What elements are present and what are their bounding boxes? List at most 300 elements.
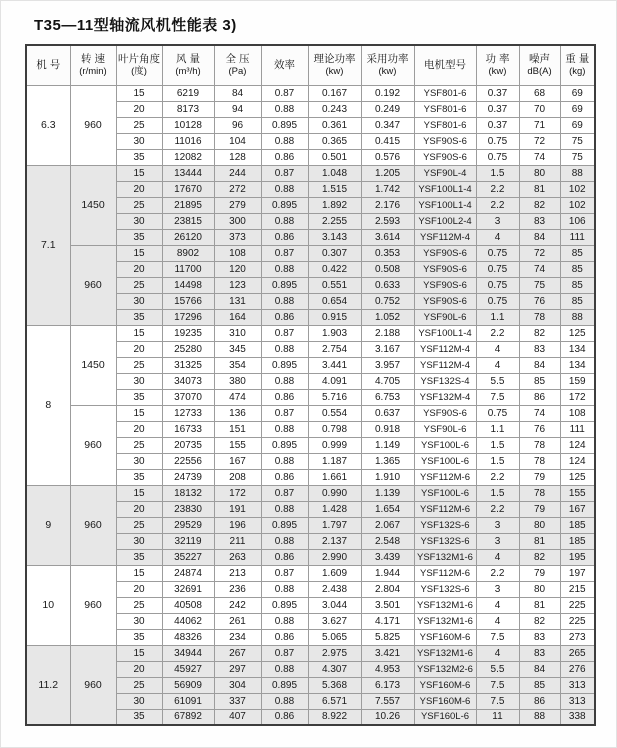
cell-total-pressure: 164 bbox=[214, 309, 261, 325]
cell-total-pressure: 474 bbox=[214, 389, 261, 405]
cell-efficiency: 0.88 bbox=[261, 453, 308, 469]
cell-theoretical-power: 0.365 bbox=[308, 133, 361, 149]
cell-noise: 88 bbox=[519, 709, 560, 725]
cell-airflow: 44062 bbox=[162, 613, 214, 629]
table-row bbox=[26, 565, 595, 581]
cell-motor-power: 0.75 bbox=[476, 293, 519, 309]
cell-weight: 185 bbox=[560, 533, 595, 549]
cell-motor-model: YSF112M-6 bbox=[414, 501, 476, 517]
cell-noise: 78 bbox=[519, 485, 560, 501]
cell-motor-power: 7.5 bbox=[476, 677, 519, 693]
cell-airflow: 13444 bbox=[162, 165, 214, 181]
cell-adopted-power: 0.637 bbox=[361, 405, 414, 421]
cell-noise: 85 bbox=[519, 677, 560, 693]
cell-airflow: 12082 bbox=[162, 149, 214, 165]
cell-weight: 85 bbox=[560, 261, 595, 277]
cell-noise: 83 bbox=[519, 645, 560, 661]
cell-weight: 102 bbox=[560, 181, 595, 197]
cell-motor-model: YSF132S-6 bbox=[414, 533, 476, 549]
cell-motor-model: YSF90L-4 bbox=[414, 165, 476, 181]
cell-airflow: 18132 bbox=[162, 485, 214, 501]
cell-blade-angle: 30 bbox=[116, 133, 162, 149]
cell-motor-model: YSF90S-6 bbox=[414, 133, 476, 149]
cell-efficiency: 0.87 bbox=[261, 565, 308, 581]
cell-noise: 84 bbox=[519, 661, 560, 677]
column-header-blade-angle: 叶片角度 (度) bbox=[116, 45, 162, 85]
cell-weight: 88 bbox=[560, 165, 595, 181]
cell-motor-model: YSF160L-6 bbox=[414, 709, 476, 725]
table-row bbox=[26, 325, 595, 341]
cell-total-pressure: 354 bbox=[214, 357, 261, 373]
cell-airflow: 19235 bbox=[162, 325, 214, 341]
cell-noise: 78 bbox=[519, 437, 560, 453]
cell-efficiency: 0.88 bbox=[261, 581, 308, 597]
cell-motor-power: 3 bbox=[476, 213, 519, 229]
cell-total-pressure: 151 bbox=[214, 421, 261, 437]
cell-total-pressure: 131 bbox=[214, 293, 261, 309]
cell-motor-model: YSF100L1-4 bbox=[414, 181, 476, 197]
cell-total-pressure: 155 bbox=[214, 437, 261, 453]
cell-motor-power: 7.5 bbox=[476, 693, 519, 709]
machine-no-cell: 9 bbox=[26, 485, 70, 565]
cell-airflow: 23830 bbox=[162, 501, 214, 517]
cell-adopted-power: 3.614 bbox=[361, 229, 414, 245]
cell-efficiency: 0.88 bbox=[261, 693, 308, 709]
cell-noise: 75 bbox=[519, 277, 560, 293]
cell-total-pressure: 120 bbox=[214, 261, 261, 277]
cell-weight: 85 bbox=[560, 277, 595, 293]
cell-adopted-power: 1.365 bbox=[361, 453, 414, 469]
cell-motor-power: 7.5 bbox=[476, 389, 519, 405]
table-row bbox=[26, 485, 595, 501]
cell-motor-model: YSF132M-4 bbox=[414, 389, 476, 405]
cell-weight: 106 bbox=[560, 213, 595, 229]
cell-blade-angle: 15 bbox=[116, 645, 162, 661]
cell-blade-angle: 25 bbox=[116, 597, 162, 613]
cell-airflow: 25280 bbox=[162, 341, 214, 357]
cell-adopted-power: 2.188 bbox=[361, 325, 414, 341]
cell-weight: 85 bbox=[560, 245, 595, 261]
cell-airflow: 34944 bbox=[162, 645, 214, 661]
cell-weight: 338 bbox=[560, 709, 595, 725]
cell-theoretical-power: 0.554 bbox=[308, 405, 361, 421]
cell-adopted-power: 1.205 bbox=[361, 165, 414, 181]
cell-motor-power: 1.1 bbox=[476, 309, 519, 325]
cell-weight: 172 bbox=[560, 389, 595, 405]
cell-motor-power: 1.5 bbox=[476, 165, 519, 181]
cell-airflow: 35227 bbox=[162, 549, 214, 565]
cell-theoretical-power: 1.661 bbox=[308, 469, 361, 485]
cell-total-pressure: 345 bbox=[214, 341, 261, 357]
cell-airflow: 15766 bbox=[162, 293, 214, 309]
cell-motor-power: 4 bbox=[476, 613, 519, 629]
cell-efficiency: 0.895 bbox=[261, 117, 308, 133]
page-title: T35—11型轴流风机性能表 3) bbox=[34, 17, 237, 34]
cell-theoretical-power: 3.441 bbox=[308, 357, 361, 373]
cell-motor-model: YSF90S-6 bbox=[414, 245, 476, 261]
cell-noise: 83 bbox=[519, 629, 560, 645]
cell-weight: 215 bbox=[560, 581, 595, 597]
cell-motor-power: 1.1 bbox=[476, 421, 519, 437]
cell-motor-power: 3 bbox=[476, 581, 519, 597]
speed-cell: 960 bbox=[70, 645, 116, 725]
table-header bbox=[26, 45, 595, 85]
cell-theoretical-power: 2.137 bbox=[308, 533, 361, 549]
cell-weight: 134 bbox=[560, 341, 595, 357]
cell-motor-power: 5.5 bbox=[476, 373, 519, 389]
cell-airflow: 67892 bbox=[162, 709, 214, 725]
cell-total-pressure: 272 bbox=[214, 181, 261, 197]
cell-theoretical-power: 5.065 bbox=[308, 629, 361, 645]
cell-weight: 69 bbox=[560, 101, 595, 117]
cell-motor-model: YSF90L-6 bbox=[414, 309, 476, 325]
speed-cell: 960 bbox=[70, 245, 116, 325]
cell-blade-angle: 35 bbox=[116, 309, 162, 325]
cell-blade-angle: 30 bbox=[116, 373, 162, 389]
cell-noise: 74 bbox=[519, 149, 560, 165]
cell-noise: 83 bbox=[519, 341, 560, 357]
speed-cell: 960 bbox=[70, 405, 116, 485]
column-unit-weight: (kg) bbox=[569, 65, 586, 77]
cell-blade-angle: 30 bbox=[116, 293, 162, 309]
cell-adopted-power: 1.139 bbox=[361, 485, 414, 501]
cell-blade-angle: 25 bbox=[116, 277, 162, 293]
cell-noise: 80 bbox=[519, 165, 560, 181]
cell-airflow: 8902 bbox=[162, 245, 214, 261]
cell-motor-power: 0.75 bbox=[476, 149, 519, 165]
cell-total-pressure: 261 bbox=[214, 613, 261, 629]
cell-noise: 78 bbox=[519, 309, 560, 325]
column-header-airflow: 风 量 (m³/h) bbox=[162, 45, 214, 85]
column-unit-motor-power: (kw) bbox=[488, 65, 507, 77]
cell-motor-model: YSF112M-6 bbox=[414, 469, 476, 485]
cell-airflow: 20735 bbox=[162, 437, 214, 453]
cell-motor-model: YSF132M1-6 bbox=[414, 645, 476, 661]
cell-theoretical-power: 2.255 bbox=[308, 213, 361, 229]
cell-adopted-power: 1.944 bbox=[361, 565, 414, 581]
cell-total-pressure: 96 bbox=[214, 117, 261, 133]
cell-blade-angle: 15 bbox=[116, 405, 162, 421]
cell-weight: 225 bbox=[560, 597, 595, 613]
column-header-motor-power: 功 率 (kw) bbox=[476, 45, 519, 85]
cell-motor-model: YSF100L1-4 bbox=[414, 197, 476, 213]
cell-adopted-power: 1.149 bbox=[361, 437, 414, 453]
cell-theoretical-power: 1.515 bbox=[308, 181, 361, 197]
cell-theoretical-power: 1.428 bbox=[308, 501, 361, 517]
cell-blade-angle: 20 bbox=[116, 181, 162, 197]
cell-motor-power: 2.2 bbox=[476, 469, 519, 485]
cell-weight: 155 bbox=[560, 485, 595, 501]
cell-blade-angle: 25 bbox=[116, 357, 162, 373]
cell-theoretical-power: 0.915 bbox=[308, 309, 361, 325]
cell-blade-angle: 25 bbox=[116, 197, 162, 213]
cell-blade-angle: 15 bbox=[116, 325, 162, 341]
speed-cell: 1450 bbox=[70, 165, 116, 245]
cell-adopted-power: 10.26 bbox=[361, 709, 414, 725]
column-header-theoretical-power: 理论功率 (kw) bbox=[308, 45, 361, 85]
cell-theoretical-power: 0.551 bbox=[308, 277, 361, 293]
cell-blade-angle: 20 bbox=[116, 421, 162, 437]
table-row bbox=[26, 405, 595, 421]
cell-motor-power: 0.37 bbox=[476, 85, 519, 101]
cell-efficiency: 0.895 bbox=[261, 357, 308, 373]
cell-noise: 71 bbox=[519, 117, 560, 133]
column-header-weight: 重 量 (kg) bbox=[560, 45, 595, 85]
cell-airflow: 37070 bbox=[162, 389, 214, 405]
cell-efficiency: 0.88 bbox=[261, 533, 308, 549]
cell-noise: 68 bbox=[519, 85, 560, 101]
cell-adopted-power: 0.576 bbox=[361, 149, 414, 165]
cell-total-pressure: 267 bbox=[214, 645, 261, 661]
cell-total-pressure: 123 bbox=[214, 277, 261, 293]
cell-adopted-power: 3.439 bbox=[361, 549, 414, 565]
cell-theoretical-power: 0.501 bbox=[308, 149, 361, 165]
cell-noise: 81 bbox=[519, 181, 560, 197]
cell-weight: 225 bbox=[560, 613, 595, 629]
cell-noise: 83 bbox=[519, 213, 560, 229]
cell-total-pressure: 373 bbox=[214, 229, 261, 245]
cell-theoretical-power: 1.797 bbox=[308, 517, 361, 533]
cell-adopted-power: 2.804 bbox=[361, 581, 414, 597]
cell-adopted-power: 2.067 bbox=[361, 517, 414, 533]
cell-theoretical-power: 0.798 bbox=[308, 421, 361, 437]
cell-motor-model: YSF160M-6 bbox=[414, 693, 476, 709]
machine-no-cell: 7.1 bbox=[26, 165, 70, 325]
cell-theoretical-power: 0.654 bbox=[308, 293, 361, 309]
cell-motor-power: 0.37 bbox=[476, 101, 519, 117]
cell-weight: 159 bbox=[560, 373, 595, 389]
cell-theoretical-power: 1.609 bbox=[308, 565, 361, 581]
cell-efficiency: 0.88 bbox=[261, 181, 308, 197]
cell-blade-angle: 15 bbox=[116, 245, 162, 261]
column-unit-airflow: (m³/h) bbox=[175, 65, 201, 77]
cell-noise: 76 bbox=[519, 421, 560, 437]
speed-cell: 960 bbox=[70, 85, 116, 165]
cell-adopted-power: 0.918 bbox=[361, 421, 414, 437]
cell-blade-angle: 35 bbox=[116, 149, 162, 165]
cell-blade-angle: 25 bbox=[116, 437, 162, 453]
cell-airflow: 40508 bbox=[162, 597, 214, 613]
cell-motor-model: YSF100L2-4 bbox=[414, 213, 476, 229]
cell-noise: 84 bbox=[519, 357, 560, 373]
cell-total-pressure: 310 bbox=[214, 325, 261, 341]
column-header-machine-no: 机 号 bbox=[26, 45, 70, 85]
machine-no-cell: 10 bbox=[26, 565, 70, 645]
cell-blade-angle: 35 bbox=[116, 229, 162, 245]
cell-total-pressure: 337 bbox=[214, 693, 261, 709]
cell-adopted-power: 0.192 bbox=[361, 85, 414, 101]
cell-adopted-power: 3.501 bbox=[361, 597, 414, 613]
cell-total-pressure: 234 bbox=[214, 629, 261, 645]
cell-efficiency: 0.88 bbox=[261, 373, 308, 389]
cell-efficiency: 0.86 bbox=[261, 629, 308, 645]
cell-efficiency: 0.86 bbox=[261, 309, 308, 325]
table-row bbox=[26, 245, 595, 261]
cell-airflow: 31325 bbox=[162, 357, 214, 373]
cell-theoretical-power: 2.438 bbox=[308, 581, 361, 597]
table-row bbox=[26, 645, 595, 661]
cell-motor-model: YSF90S-6 bbox=[414, 293, 476, 309]
cell-noise: 79 bbox=[519, 469, 560, 485]
fan-performance-table bbox=[25, 44, 596, 726]
cell-motor-model: YSF132S-4 bbox=[414, 373, 476, 389]
cell-motor-power: 4 bbox=[476, 597, 519, 613]
cell-blade-angle: 15 bbox=[116, 485, 162, 501]
cell-theoretical-power: 0.990 bbox=[308, 485, 361, 501]
cell-total-pressure: 108 bbox=[214, 245, 261, 261]
cell-adopted-power: 2.176 bbox=[361, 197, 414, 213]
cell-motor-power: 2.2 bbox=[476, 565, 519, 581]
cell-total-pressure: 297 bbox=[214, 661, 261, 677]
cell-theoretical-power: 0.422 bbox=[308, 261, 361, 277]
cell-efficiency: 0.895 bbox=[261, 517, 308, 533]
cell-efficiency: 0.87 bbox=[261, 325, 308, 341]
cell-motor-power: 2.2 bbox=[476, 325, 519, 341]
cell-adopted-power: 0.752 bbox=[361, 293, 414, 309]
cell-noise: 81 bbox=[519, 533, 560, 549]
cell-motor-power: 0.75 bbox=[476, 261, 519, 277]
cell-motor-model: YSF90S-6 bbox=[414, 261, 476, 277]
cell-blade-angle: 35 bbox=[116, 629, 162, 645]
cell-theoretical-power: 3.627 bbox=[308, 613, 361, 629]
cell-blade-angle: 20 bbox=[116, 661, 162, 677]
cell-efficiency: 0.86 bbox=[261, 229, 308, 245]
cell-adopted-power: 0.508 bbox=[361, 261, 414, 277]
column-header-adopted-power: 采用功率 (kw) bbox=[361, 45, 414, 85]
cell-airflow: 24874 bbox=[162, 565, 214, 581]
cell-blade-angle: 25 bbox=[116, 677, 162, 693]
cell-noise: 78 bbox=[519, 453, 560, 469]
cell-weight: 313 bbox=[560, 677, 595, 693]
cell-weight: 69 bbox=[560, 85, 595, 101]
cell-blade-angle: 20 bbox=[116, 341, 162, 357]
cell-efficiency: 0.87 bbox=[261, 245, 308, 261]
cell-efficiency: 0.88 bbox=[261, 613, 308, 629]
cell-blade-angle: 25 bbox=[116, 517, 162, 533]
cell-motor-power: 3 bbox=[476, 533, 519, 549]
cell-noise: 85 bbox=[519, 373, 560, 389]
cell-efficiency: 0.87 bbox=[261, 485, 308, 501]
cell-airflow: 6219 bbox=[162, 85, 214, 101]
cell-motor-power: 4 bbox=[476, 341, 519, 357]
column-header-total-pressure: 全 压 (Pa) bbox=[214, 45, 261, 85]
cell-motor-model: YSF90S-6 bbox=[414, 405, 476, 421]
cell-motor-power: 2.2 bbox=[476, 181, 519, 197]
cell-total-pressure: 84 bbox=[214, 85, 261, 101]
cell-total-pressure: 136 bbox=[214, 405, 261, 421]
cell-airflow: 17670 bbox=[162, 181, 214, 197]
cell-noise: 82 bbox=[519, 197, 560, 213]
cell-motor-power: 2.2 bbox=[476, 197, 519, 213]
cell-adopted-power: 0.415 bbox=[361, 133, 414, 149]
cell-total-pressure: 191 bbox=[214, 501, 261, 517]
cell-motor-power: 0.75 bbox=[476, 133, 519, 149]
cell-motor-model: YSF801-6 bbox=[414, 117, 476, 133]
cell-total-pressure: 196 bbox=[214, 517, 261, 533]
cell-airflow: 34073 bbox=[162, 373, 214, 389]
cell-total-pressure: 94 bbox=[214, 101, 261, 117]
cell-weight: 185 bbox=[560, 517, 595, 533]
cell-airflow: 32119 bbox=[162, 533, 214, 549]
cell-total-pressure: 213 bbox=[214, 565, 261, 581]
cell-blade-angle: 30 bbox=[116, 533, 162, 549]
cell-theoretical-power: 3.044 bbox=[308, 597, 361, 613]
cell-weight: 265 bbox=[560, 645, 595, 661]
cell-airflow: 45927 bbox=[162, 661, 214, 677]
cell-blade-angle: 30 bbox=[116, 213, 162, 229]
cell-noise: 80 bbox=[519, 581, 560, 597]
cell-efficiency: 0.86 bbox=[261, 709, 308, 725]
cell-adopted-power: 1.742 bbox=[361, 181, 414, 197]
cell-total-pressure: 211 bbox=[214, 533, 261, 549]
cell-noise: 74 bbox=[519, 261, 560, 277]
cell-blade-angle: 30 bbox=[116, 693, 162, 709]
cell-airflow: 16733 bbox=[162, 421, 214, 437]
cell-motor-power: 3 bbox=[476, 517, 519, 533]
cell-noise: 79 bbox=[519, 501, 560, 517]
cell-weight: 111 bbox=[560, 229, 595, 245]
cell-adopted-power: 6.753 bbox=[361, 389, 414, 405]
cell-noise: 72 bbox=[519, 133, 560, 149]
cell-noise: 81 bbox=[519, 597, 560, 613]
cell-blade-angle: 20 bbox=[116, 581, 162, 597]
cell-motor-power: 1.5 bbox=[476, 437, 519, 453]
cell-efficiency: 0.87 bbox=[261, 405, 308, 421]
cell-total-pressure: 128 bbox=[214, 149, 261, 165]
cell-theoretical-power: 1.187 bbox=[308, 453, 361, 469]
cell-motor-model: YSF160M-6 bbox=[414, 677, 476, 693]
header-row bbox=[26, 45, 595, 85]
cell-motor-model: YSF132S-6 bbox=[414, 581, 476, 597]
speed-cell: 1450 bbox=[70, 325, 116, 405]
cell-efficiency: 0.895 bbox=[261, 437, 308, 453]
cell-efficiency: 0.87 bbox=[261, 645, 308, 661]
cell-efficiency: 0.86 bbox=[261, 469, 308, 485]
cell-total-pressure: 172 bbox=[214, 485, 261, 501]
cell-airflow: 29529 bbox=[162, 517, 214, 533]
cell-blade-angle: 20 bbox=[116, 501, 162, 517]
cell-efficiency: 0.88 bbox=[261, 293, 308, 309]
cell-airflow: 12733 bbox=[162, 405, 214, 421]
column-unit-blade-angle: (度) bbox=[131, 65, 147, 77]
cell-airflow: 24739 bbox=[162, 469, 214, 485]
cell-weight: 125 bbox=[560, 325, 595, 341]
cell-weight: 195 bbox=[560, 549, 595, 565]
column-header-efficiency: 效率 bbox=[261, 45, 308, 85]
cell-adopted-power: 2.548 bbox=[361, 533, 414, 549]
cell-motor-model: YSF132M2-6 bbox=[414, 661, 476, 677]
cell-airflow: 22556 bbox=[162, 453, 214, 469]
cell-airflow: 10128 bbox=[162, 117, 214, 133]
cell-motor-power: 2.2 bbox=[476, 501, 519, 517]
cell-blade-angle: 20 bbox=[116, 101, 162, 117]
cell-efficiency: 0.87 bbox=[261, 85, 308, 101]
cell-motor-model: YSF112M-4 bbox=[414, 341, 476, 357]
cell-theoretical-power: 0.243 bbox=[308, 101, 361, 117]
cell-airflow: 8173 bbox=[162, 101, 214, 117]
cell-adopted-power: 0.347 bbox=[361, 117, 414, 133]
cell-blade-angle: 15 bbox=[116, 165, 162, 181]
table-row bbox=[26, 165, 595, 181]
cell-theoretical-power: 1.048 bbox=[308, 165, 361, 181]
cell-weight: 85 bbox=[560, 293, 595, 309]
cell-noise: 76 bbox=[519, 293, 560, 309]
cell-adopted-power: 7.557 bbox=[361, 693, 414, 709]
cell-airflow: 48326 bbox=[162, 629, 214, 645]
cell-efficiency: 0.895 bbox=[261, 197, 308, 213]
cell-motor-model: YSF160M-6 bbox=[414, 629, 476, 645]
cell-noise: 72 bbox=[519, 245, 560, 261]
